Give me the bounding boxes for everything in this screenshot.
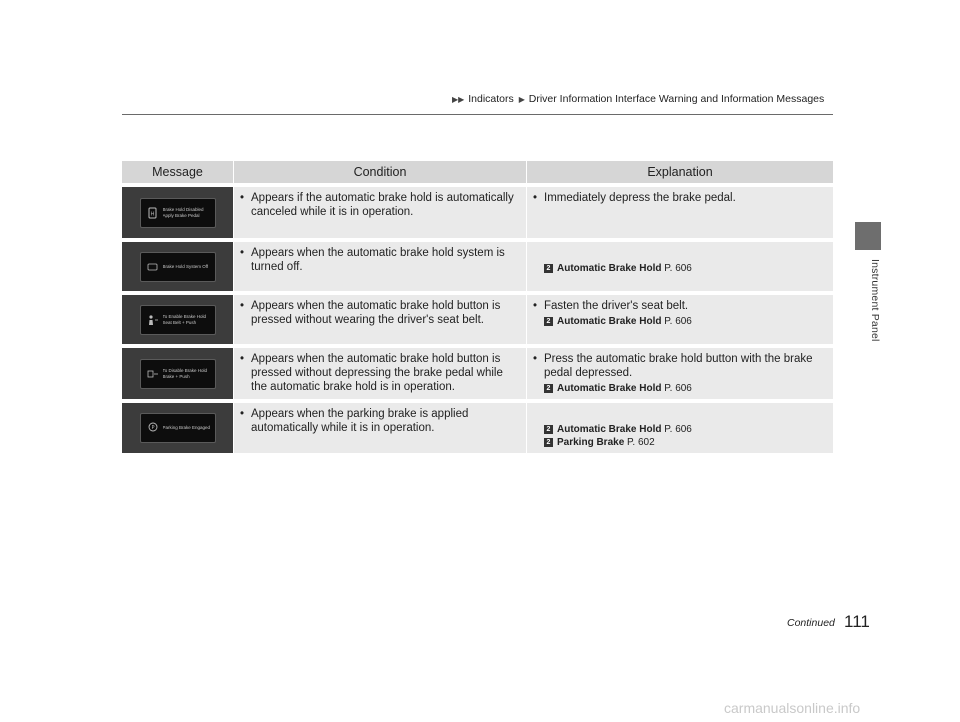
message-display-screen (140, 305, 216, 335)
screen-text: To Disable Brake Hold Brake + Push (162, 367, 208, 379)
header-explanation: Explanation (526, 161, 833, 183)
message-display-screen (140, 252, 216, 282)
brake-hold-off-icon (147, 260, 159, 274)
condition-text: Appears when the automatic brake hold button is pressed without wearing the driver's seat belt. (251, 300, 501, 326)
brake-pedal-icon (147, 367, 159, 381)
crossref-arrow-icon: 2 (544, 317, 553, 326)
crossref-arrow-icon: 2 (544, 438, 553, 447)
table-row (122, 295, 833, 344)
explanation-cell: • Fasten the driver's seat belt. 2 Automatic Brake Hold P. 606 (526, 295, 833, 344)
explanation-text: Fasten the driver's seat belt. (544, 300, 689, 312)
header-condition: Condition (233, 161, 526, 183)
condition-cell: • Appears when the parking brake is applied automatically while it is in operation. (233, 403, 526, 453)
messages-table (122, 157, 833, 457)
explanation-cell (526, 242, 833, 291)
screen-text: Brake Hold System Off (162, 263, 209, 269)
message-image-cell (122, 348, 233, 399)
section-tab (855, 222, 881, 250)
section-label: Instrument Panel (869, 258, 881, 342)
message-image-cell (122, 295, 233, 344)
double-triangle-icon: ▶▶ (452, 95, 465, 104)
table-row (122, 403, 833, 453)
condition-cell: • Appears when the automatic brake hold button is pressed without depressing the brake pedal while the automatic brake hold is in operation. (233, 348, 526, 399)
table-header-row (122, 161, 833, 183)
condition-text: Appears when the parking brake is applied automatically while it is in operation. (251, 408, 469, 434)
explanation-cell (526, 403, 833, 453)
screen-text: Brake Hold Disabled Apply Brake Pedal (162, 206, 204, 218)
explanation-text: Immediately depress the brake pedal. (544, 192, 736, 204)
screen-text: Parking Brake Engaged (162, 425, 211, 430)
explanation-cell: • Press the automatic brake hold button with the brake pedal depressed. 2 Automatic Brake Hold P. 606 (526, 348, 833, 399)
breadcrumb-item-warning-messages[interactable]: Driver Information Interface Warning and Information Messages (528, 93, 825, 105)
message-display-screen (140, 413, 216, 443)
seat-belt-icon (147, 313, 159, 327)
parking-brake-icon (147, 421, 159, 435)
message-image-cell (122, 242, 233, 291)
cross-reference[interactable]: 2 Automatic Brake Hold P. 606 (544, 262, 829, 275)
breadcrumb-item-indicators[interactable]: Indicators (468, 93, 514, 105)
crossref-arrow-icon: 2 (544, 425, 553, 434)
condition-cell: • Appears if the automatic brake hold is automatically canceled while it is in operation. (233, 187, 526, 238)
table-row (122, 242, 833, 291)
explanation-cell: • Immediately depress the brake pedal. (526, 187, 833, 238)
cross-reference[interactable]: 2 Automatic Brake Hold P. 606 (544, 315, 829, 329)
condition-text: Appears if the automatic brake hold is automatically canceled while it is in operation. (251, 192, 514, 218)
svg-text:P: P (150, 425, 155, 431)
header-rule (122, 114, 833, 115)
condition-text: Appears when the automatic brake hold system is turned off. (251, 247, 505, 273)
condition-text: Appears when the automatic brake hold button is pressed without depressing the brake pedal while the automatic brake hold is in operation. (251, 353, 503, 393)
breadcrumb (452, 93, 826, 105)
condition-cell: • Appears when the automatic brake hold button is pressed without wearing the driver's seat belt. (233, 295, 526, 344)
cross-reference[interactable]: 2 Parking Brake P. 602 (544, 436, 829, 449)
message-image-cell (122, 187, 233, 238)
svg-text:H: H (150, 211, 155, 217)
crossref-arrow-icon: 2 (544, 264, 553, 273)
brake-hold-icon (147, 206, 159, 220)
cross-reference[interactable]: 2 Automatic Brake Hold P. 606 (544, 382, 829, 396)
page-number: 111 (844, 612, 870, 631)
message-display-screen (140, 198, 216, 228)
message-image-cell (122, 403, 233, 453)
crossref-arrow-icon: 2 (544, 384, 553, 393)
triangle-icon: ▶ (518, 95, 525, 104)
table-row (122, 187, 833, 238)
table-row (122, 348, 833, 399)
cross-reference[interactable]: 2 Automatic Brake Hold P. 606 (544, 423, 829, 436)
condition-cell: • Appears when the automatic brake hold system is turned off. (233, 242, 526, 291)
screen-text: To Enable Brake Hold Seat Belt + Push (162, 313, 207, 325)
watermark: carmanualsonline.info (724, 700, 861, 716)
explanation-text: Press the automatic brake hold button with the brake pedal depressed. (544, 353, 813, 379)
header-message: Message (122, 161, 233, 183)
message-display-screen (140, 359, 216, 389)
continued-label: Continued (787, 617, 835, 629)
